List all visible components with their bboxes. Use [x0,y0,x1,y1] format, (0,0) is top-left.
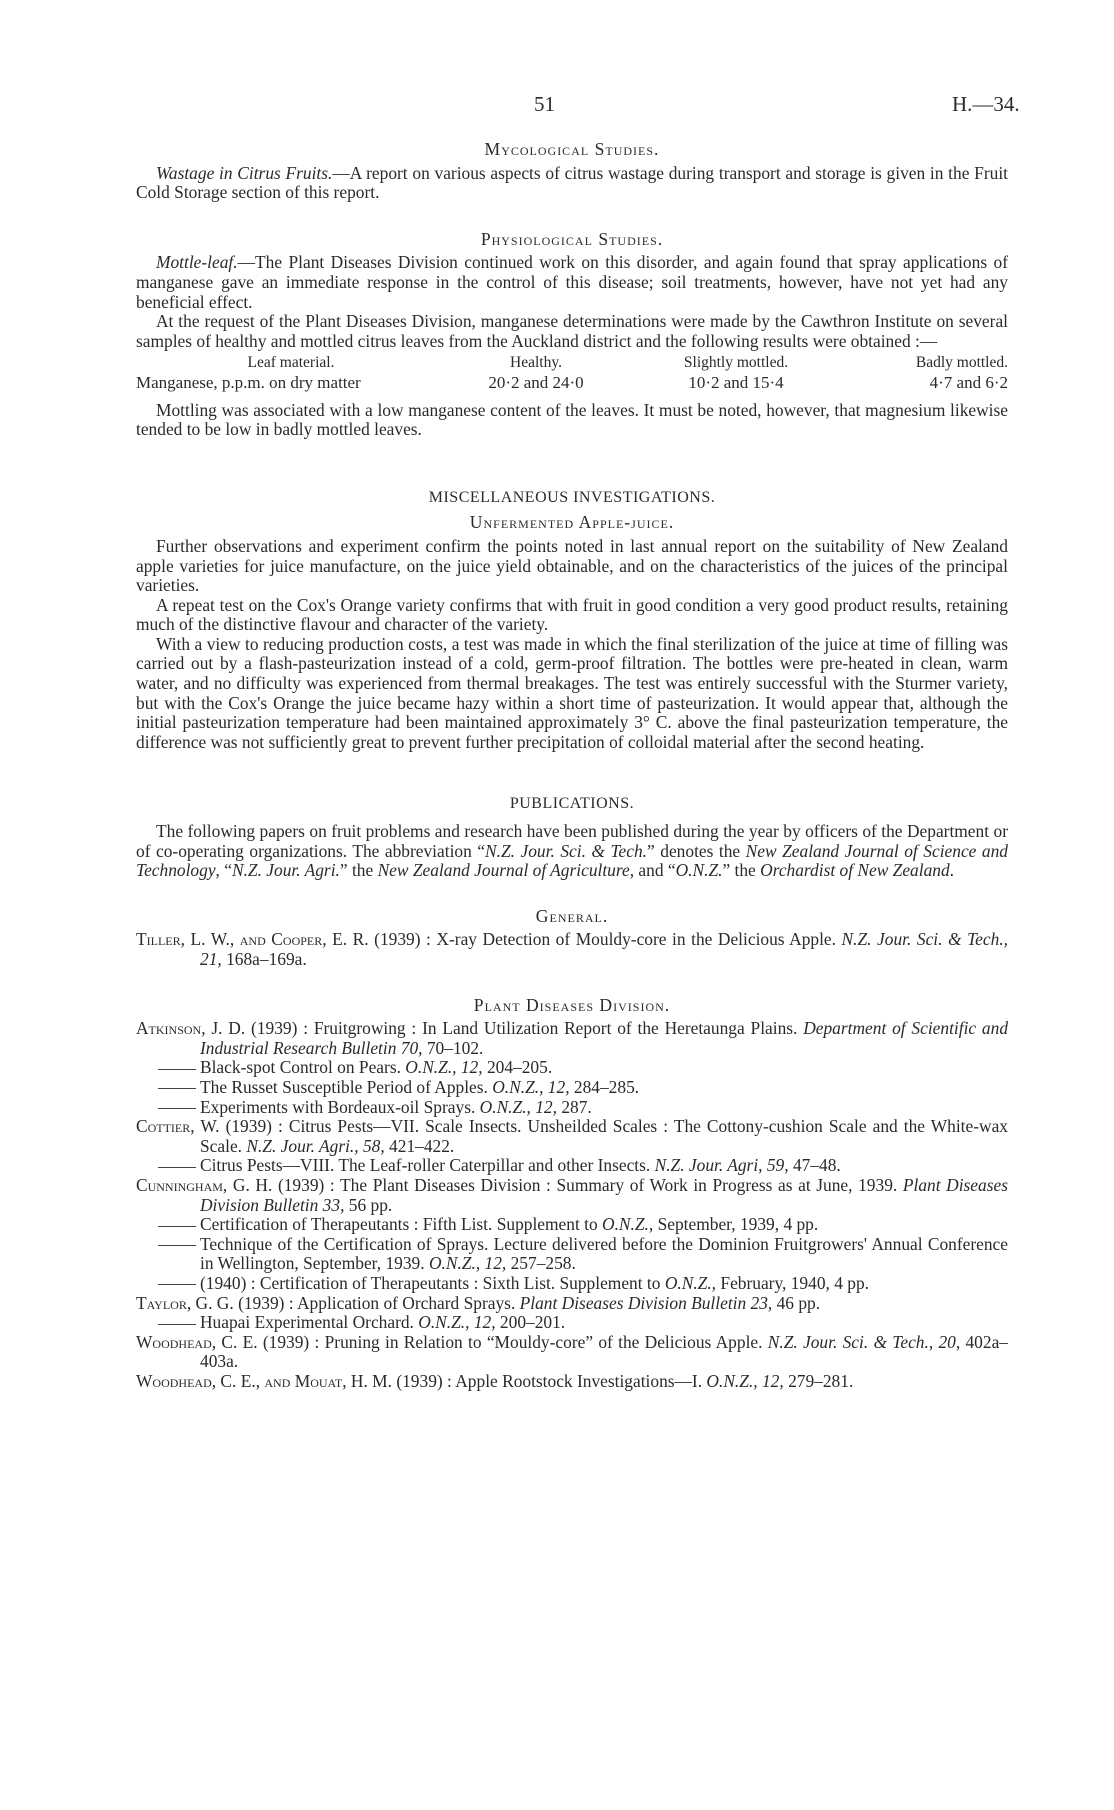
subheading-general: General. [535,905,609,926]
reference-pages: 56 pp. [344,1194,393,1215]
reference-pages: 287. [556,1096,592,1117]
reference-entry [136,1098,1008,1118]
section-heading-publications: PUBLICATIONS. [509,795,635,813]
reference-title: Technique of the Certification of Sprays. Lecture delivered before the Dominion Fruitgrowers' Annual Conference in Wellington, September, 1939. [200,1233,1008,1274]
table-cell: 4·7 and 6·2 [929,372,1008,392]
reference-source: O.N.Z., 12, [492,1076,570,1097]
reference-title: The Russet Susceptible Period of Apples. [200,1076,493,1097]
reference-pages: 47–48. [788,1155,841,1176]
table-cell: 20·2 and 24·0 [488,372,584,392]
subheading-plant-diseases: Plant Diseases Division. [473,994,671,1015]
reference-source: N.Z. Jour. Agri, 59, [654,1155,789,1176]
intro-abbrev: O.N.Z. [675,860,723,881]
intro-abbrev: N.Z. Jour. Sci. & Tech. [485,840,648,861]
reference-title: Huapai Experimental Orchard. [200,1312,419,1333]
reference-pages: September, 1939, 4 pp. [653,1214,819,1235]
reference-title: (1939) : The Plant Diseases Division : Summary of Work in Progress as at June, 1939. [272,1174,903,1195]
intro-text: , “ [215,860,232,881]
ditto-dash [158,1284,196,1285]
reference-pages: February, 1940, 4 pp. [716,1272,869,1293]
ditto-dash [158,1324,196,1325]
intro-journal: Orchardist of New Zealand [760,860,950,881]
reference-author: Woodhead, C. E., and Mouat, H. M. [136,1370,392,1391]
reference-entry [136,1176,1008,1215]
reference-source: Plant Diseases Division Bulletin 33, [200,1174,1008,1215]
ditto-dash [158,1088,196,1089]
paragraph-publications-intro [136,822,1008,881]
reference-source: O.N.Z., 12, [706,1370,784,1391]
reference-source: Department of Scientific and Industrial Research Bulletin 70, [200,1018,1009,1058]
table-header-cell: Badly mottled. [915,354,1008,372]
table-header-cell: Slightly mottled. [683,354,789,372]
reference-source: N.Z. Jour. Sci. & Tech., 20, [767,1331,961,1352]
ditto-dash [158,1226,196,1227]
reference-title: (1939) : Application of Orchard Sprays. [233,1292,520,1313]
reference-author: Taylor, G. G. [136,1292,234,1313]
paragraph-citrus-wastage [136,164,1008,203]
reference-title: Certification of Therapeutants : Fifth List. Supplement to [200,1214,603,1235]
section-heading-mycological: Mycological Studies. [484,139,660,159]
reference-pages: 421–422. [384,1135,455,1156]
intro-text: The following papers on fruit problems and research have been published during the year by officers of the Department or of co-operating organizations. The abbreviation “ [136,821,1008,861]
ditto-dash [158,1069,196,1070]
table-row [136,373,1008,393]
reference-title: (1939) : Apple Rootstock Investigations—I. [391,1370,707,1391]
reference-title: (1939) : Citrus Pests—VII. Scale Insects. Unsheilded Scales : The Cottony-cushion Scale and the White-wax Scale. [200,1116,1008,1156]
reference-entry [136,1333,1008,1372]
reference-source: O.N.Z., [602,1214,654,1235]
reference-list-general [136,930,1008,969]
table-cell: 10·2 and 15·4 [688,372,784,392]
table-cell: Manganese, p.p.m. on dry matter [136,372,361,392]
ditto-dash [158,1245,196,1246]
paragraph-manganese-request: At the request of the Plant Diseases Division, manganese determinations were made by the Cawthron Institute on several samples of healthy and mottled citrus leaves from the Auckland district and the following results were obtained :— [136,311,1008,351]
reference-source: N.Z. Jour. Sci. & Tech., 21, [200,929,1009,969]
reference-source: Plant Diseases Division Bulletin 23, [519,1292,773,1313]
reference-pages: 402a–403a. [200,1331,1008,1372]
section-heading-physiological: Physiological Studies. [480,228,664,249]
ditto-dash [158,1108,196,1109]
paragraph-mottling: Mottling was associated with a low manganese content of the leaves. It must be noted, however, that magnesium likewise tended to be low in badly mottled leaves. [136,399,1008,440]
reference-pages: 200–201. [495,1312,566,1333]
table-header-row [136,353,1008,373]
reference-pages: 284–285. [569,1076,640,1097]
reference-entry [136,1117,1008,1156]
reference-source: O.N.Z., 12, [405,1057,483,1078]
reference-entry [136,1313,1008,1333]
reference-title: Citrus Pests—VIII. The Leaf-roller Caterpillar and other Insects. [200,1155,655,1176]
reference-entry [136,1372,1008,1392]
reference-title: (1940) : Certification of Therapeutants : Sixth List. Supplement to [200,1272,665,1293]
reference-title: (1939) : Pruning in Relation to “Mouldy-core” of the Delicious Apple. [257,1331,768,1352]
page-content [136,140,1008,1391]
intro-journal: New Zealand Journal of Agriculture [377,860,630,881]
intro-text: ” denotes the [647,840,746,861]
intro-text: ” the [722,860,761,881]
reference-source: O.N.Z., 12, [418,1312,496,1333]
reference-entry [136,1235,1008,1274]
reference-pages: 70–102. [422,1037,484,1058]
reference-entry [136,1078,1008,1098]
table-header-cell: Leaf material. [247,354,335,372]
reference-author: Atkinson, J. D. [136,1018,246,1039]
intro-abbrev: N.Z. Jour. Agri. [231,860,340,881]
intro-journal: New Zealand Journal of Science and Technology [136,840,1008,881]
reference-author: Tiller, L. W., and Cooper, E. R. [136,929,369,950]
reference-entry [136,1156,1008,1176]
intro-text: . [949,860,955,881]
reference-pages: 46 pp. [772,1292,821,1313]
paragraph-pasteurization: With a view to reducing production costs, a test was made in which the final sterilization of the juice at time of filling was carried out by a flash-pasteurization instead of a cold, germ-proof filtration. The bottles were pre-heated in clean, warm water, and no difficulty was experienced from thermal breakages. The test was entirely successful with the Sturmer variety, but with the Cox's Orange the juice became hazy within a short time of pasteurization. It would appear that, although the initial pasteurization temperature had been maintained approximately 3° C. above the final pasteurization temperature, the difference was not sufficiently great to prevent further precipitation of colloidal material after the second heating. [136,633,1008,752]
reference-pages: 279–281. [783,1370,854,1391]
reference-source: N.Z. Jour. Agri., 58, [246,1135,385,1156]
reference-author: Cottier, W. [136,1116,220,1137]
paragraph-mottle-leaf [136,253,1008,312]
reference-title: (1939) : Fruitgrowing : In Land Utilization Report of the Heretaunga Plains. [245,1018,804,1039]
document-reference: H.—34. [952,92,1020,116]
intro-text: , and “ [629,860,676,881]
reference-title: (1939) : X-ray Detection of Mouldy-core in the Delicious Apple. [368,929,842,950]
reference-list-plant-diseases [136,1019,1008,1391]
reference-source: O.N.Z., 12, [479,1096,557,1117]
section-heading-misc: MISCELLANEOUS INVESTIGATIONS. [428,488,716,506]
reference-source: O.N.Z., [664,1272,717,1293]
reference-entry [136,1274,1008,1294]
reference-author: Cunningham, G. H. [136,1174,273,1195]
reference-pages: 168a–169a. [221,949,307,969]
reference-title: Experiments with Bordeaux-oil Sprays. [200,1096,480,1117]
intro-text: ” the [339,860,378,881]
reference-entry [136,930,1008,969]
paragraph-lead: Mottle-leaf. [156,252,238,273]
ditto-dash [158,1167,196,1168]
page-number: 51 [534,92,555,116]
reference-entry [136,1019,1008,1058]
reference-author: Woodhead, C. E. [136,1331,258,1352]
reference-entry [136,1294,1008,1314]
reference-pages: 257–258. [506,1253,576,1274]
page-header [0,92,1114,122]
subheading-apple-juice: Unfermented Apple-juice. [469,512,675,533]
reference-pages: 204–205. [482,1057,553,1078]
paragraph-text: —A report on various aspects of citrus wastage during transport and storage is given in the Fruit Cold Storage section of this report. [136,162,1008,203]
paragraph-cox-orange: A repeat test on the Cox's Orange variety confirms that with fruit in good condition a very good product results, retaining much of the distinctive flavour and character of the variety. [136,594,1008,635]
paragraph-text: —The Plant Diseases Division continued work on this disorder, and again found that spray applications of manganese gave an immediate response in the control of this disease; soil treatments, however, have not yet had any beneficial effect. [136,252,1008,312]
reference-entry [136,1215,1008,1235]
reference-source: O.N.Z., 12, [428,1253,507,1274]
reference-title: Black-spot Control on Pears. [200,1057,406,1078]
reference-entry [136,1058,1008,1078]
table-header-cell: Healthy. [510,354,562,372]
paragraph-lead: Wastage in Citrus Fruits. [156,162,333,183]
paragraph-observations: Further observations and experiment confirm the points noted in last annual report on the suitability of New Zealand apple varieties for juice manufacture, on the juice yield obtainable, and on the characteristics of the juices of the principal varieties. [136,535,1008,596]
